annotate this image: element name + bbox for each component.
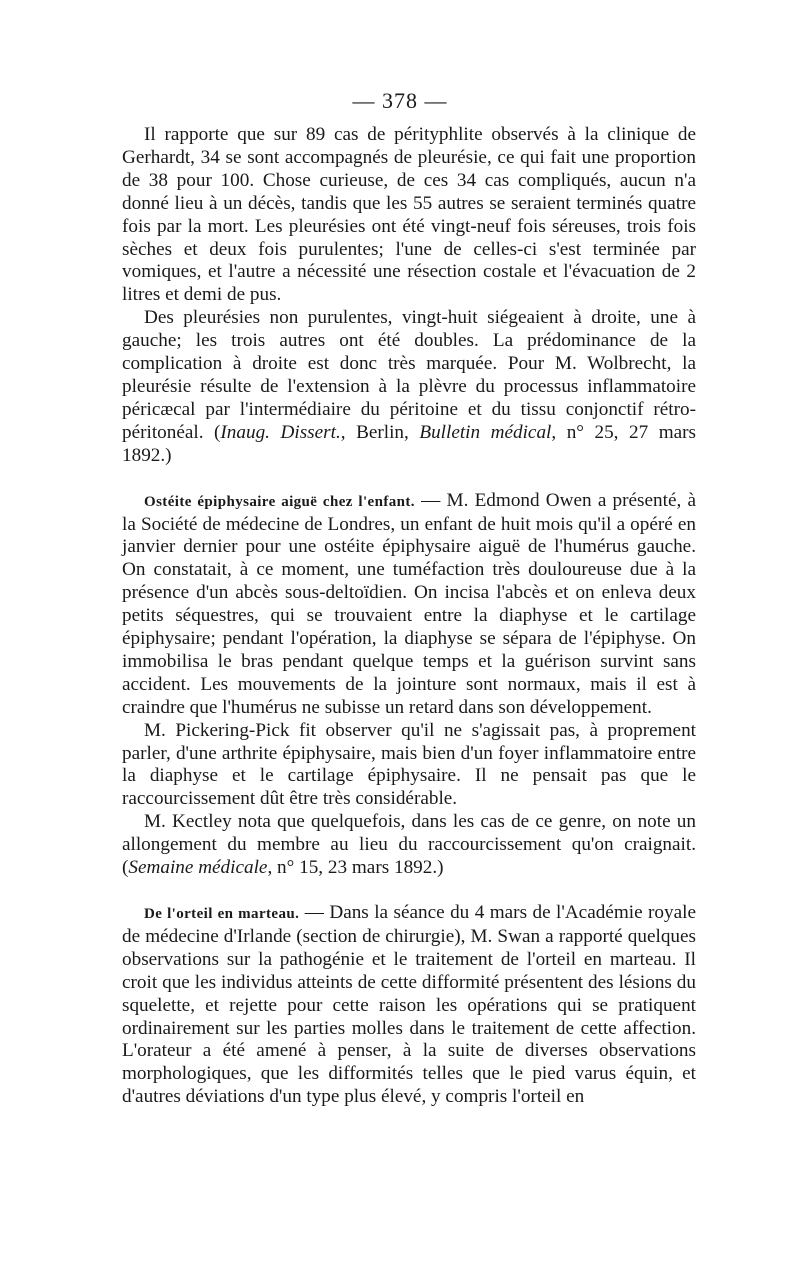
paragraph-pleuresie-stats: [122, 124, 696, 307]
paragraph-pickering-pick: [122, 720, 696, 812]
paragraph-text: , Berlin,: [340, 421, 420, 443]
paragraph-text: Il rapporte que sur 89 cas de pérityphlite observés à la clinique de Gerhardt, 34 se sont accompagnés de pleurésie, ce qui fait une proportion de 38 pour 100. Chose curieuse, de ces 34 cas compliqués, aucun n'a donné lieu à un décès, tandis que les 55 autres se seraient terminés quatre fois par la mort. Les pleurésies ont été vingt-neuf fois séreuses, trois fois sèches et deux fois purulentes; l'une de celles-ci s'est terminée par vomiques, et l'autre a nécessité une résection costale et l'évacuation de 2 litres et demi de pus.: [122, 124, 696, 306]
body-text: [122, 124, 696, 1109]
page-number: — 378 —: [352, 88, 448, 113]
paragraph-text: M. Kectley nota que quelquefois, dans les cas de ce genre, on note un allongement du membre au lieu du raccourcissement qu'on craignait. (: [122, 811, 696, 879]
paragraph-text: — M. Edmond Owen a présenté, à la Société de médecine de Londres, un enfant de huit mois qu'il a opéré en janvier dernier pour une ostéite épiphysaire aiguë de l'humérus gauche. On constatait, à ce moment, une tuméfaction très douloureuse due à la présence d'un abcès sous-deltoïdien. On incisa l'abcès et on enleva deux petits séquestres, qui se trouvaient entre la diaphyse et le cartilage épiphysaire; pendant l'opération, la diaphyse se sépara de l'épiphyse. On immobilisa le bras pendant quelque temps et la guérison survint sans accident. Les mouvements de la jointure sont normaux, mais il est à craindre que l'humérus ne subisse un retard dans son développement.: [122, 489, 696, 718]
paragraph-pleuresie-cote: [122, 307, 696, 467]
paragraph-text: M. Pickering-Pick fit observer qu'il ne s'agissait pas, à proprement parler, d'une arthrite épiphysaire, mais bien d'un foyer inflammatoire entre la diaphyse et le cartilage épiphysaire. Il ne pensait pas que le raccourcissement dût être très considérable.: [122, 719, 696, 810]
paragraph-kectley: [122, 811, 696, 880]
section-heading-osteite: Ostéite épiphysaire aiguë chez l'enfant.: [144, 493, 415, 510]
section-heading-orteil: De l'orteil en marteau.: [144, 906, 300, 922]
paragraph-osteite: [122, 490, 696, 720]
citation-inaug-dissert: Inaug. Dissert.: [220, 421, 341, 443]
paragraph-text: — Dans la séance du 4 mars de l'Académie royale de médecine d'Irlande (section de chirurgie), M. Swan a rapporté quelques observations sur la pathogénie et le traitement de l'orteil en marteau. Il croit que les individus atteints de cette difformité présentent des lésions du squelette, et rejette pour cette raison les opérations qui se pratiquent ordinairement sur les parties molles dans le traitement de cette affection. L'orateur a été amené à penser, à la suite de diverses observations morphologiques, que les difformités telles que le pied varus équin, et d'autres déviations d'un type plus élevé, y compris l'orteil en: [122, 902, 696, 1108]
citation-semaine-medicale: Semaine médicale: [128, 857, 268, 879]
paragraph-text: , n° 15, 23 mars 1892.): [267, 857, 444, 879]
citation-bulletin-medical: Bulletin médical: [419, 421, 552, 443]
paragraph-orteil-marteau: [122, 902, 696, 1109]
paragraph-text: Des pleurésies non purulentes, vingt-huit siégeaient à droite, une à gauche; les trois autres ont été doubles. La prédominance de la complication à droite est donc très marquée. Pour M. Wolbrecht, la pleurésie résulte de l'extension à la plèvre du processus inflammatoire péricæcal par l'intermédiaire du péritoine et du tissu conjonctif rétro-péritonéal. (: [122, 307, 696, 443]
paragraph-text: , n° 25, 27 mars 1892.): [122, 421, 696, 466]
